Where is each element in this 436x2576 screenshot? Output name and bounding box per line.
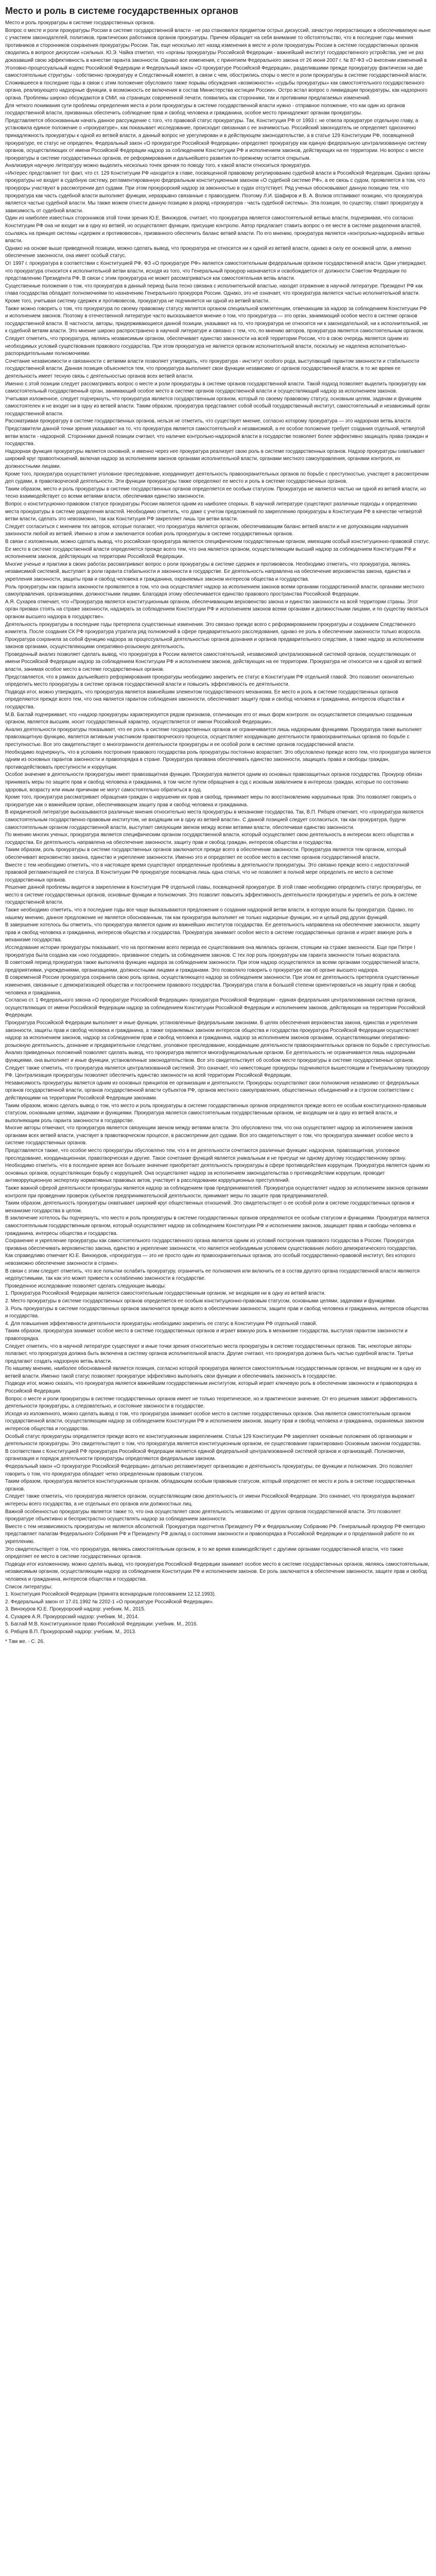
paragraph: Как справедливо отмечает Ю.Е. Винокуров, «прокуратура — это не просто один из правоохранительных органов, это особый государственно-правовой институт, без которого невозможно обеспечение законности в стране». — [5, 1253, 415, 1266]
paragraph: Однако на основе выше приведенной позиции, можно сделать вывод, что прокуратура не относится ни к одной из ветвей власти, однако в силу ее основной цели, а именно обеспечение законности, она имеет особый статус. — [5, 245, 411, 259]
paragraph: В завершение хотелось бы отметить, что прокуратура является одним из важнейших институтов государства. Ее деятельность направлена на обеспечение законности, защиту прав и свобод человека и гражданина, интересов общества и государства. Прокуратура занимает особое место в системе государственных органов и играет важную роль в механизме государства. — [5, 922, 420, 943]
paragraph: Согласно ст. 1 Федерального закона «О прокуратуре Российской Федерации» прокуратура Российской Федерации - единая федеральная централизованная система органов, осуществляющих от имени Российской Федерации надзор за соблюдением Конституции Российской Федерации и исполнением законов, действующих на территории Российской Федерации. — [5, 997, 426, 1019]
paragraph: Независимость прокуратуры является одним из основных принципов ее организации и деятельности. Прокуроры осуществляют свои полномочия независимо от федеральных органов государственной власти, органов государственной власти субъектов РФ, органов местного самоуправления, общественных объединений и в строгом соответствии с действующими на территории Российской Федерации законами. — [5, 1080, 419, 1101]
paragraph: Учитывая изложенное, следует подчеркнуть, что прокуратура является государственным органом, который по своему правовому статусу, основным целям, задачам и функциям самостоятелен и не входит ни в одну из ветвей власти. Таким образом, прокуратура представляет собой особый государственный институт, самостоятельный и независимый орган государственной власти. — [5, 396, 430, 417]
paragraph: Сочетание независимости и связанности с ветвями власти позволяет утверждать, что прокуратура - институт особого рода, выступающий гарантом законности и стабильности государственной власти. Данная позиция объясняется тем, что прокуратура выполняет свои функции независимо от органов государственной власти, в то же время ее деятельность имеет тесную связь с деятельностью органов всех ветвей власти. — [5, 358, 420, 379]
paragraph: Сохранение и укрепление прокуратуры как самостоятельного государственного органа является одним из условий построения правового государства в России. Прокуратура призвана обеспечивать верховенство закона, единство и укрепление законности, что является необходимым условием существования любого демократического государства. — [5, 1238, 417, 1251]
paragraph: Анализируя научную литературу можно выделить несколько точек зрения по поводу того, к какой власти относиться прокуратура. — [5, 163, 311, 169]
paragraph: Таким образом, роль прокуратуры в системе государственных органов заключается прежде всего в обеспечении законности. Прокуратура является тем органом, который обеспечивает верховенство закона, единство и укрепление законности. Именно это и определяет ее особое место в системе органов государственной власти. — [5, 847, 406, 860]
paragraph: Таким образом, прокуратура занимает особое место в системе государственных органов и играет важную роль в механизме государства, выступая гарантом законности и правопорядка. — [5, 1328, 408, 1342]
paragraph: В заключение хотелось бы подчеркнуть, что место и роль прокуратуры в системе государственных органов определяются ее особым статусом и функциями. Прокуратура является самостоятельным государственным органом, который осуществляет надзор за соблюдением Конституции РФ и исполнением законов, защищает права и свободы человека и гражданина, интересы общества и государства. — [5, 1215, 429, 1236]
paragraph: Необходимо отметить, что в последнее время все большее значение приобретает деятельность прокуратуры в сфере противодействия коррупции. Прокуратура является одним из основных органов, осуществляющих борьбу с коррупцией. Она осуществляет надзор за исполнением законодательства о противодействии коррупции, проводит антикоррупционную экспертизу нормативных правовых актов, участвует в расследовании коррупционных преступлений. — [5, 1163, 430, 1184]
paragraph: Таким образом, место и роль прокуратуры в системе государственных органов определяется ее особым статусом. Прокуратура не является частью ни одной из ветвей власти, но тесно взаимодействует со всеми ветвями власти, обеспечивая единство законности. — [5, 486, 426, 500]
paragraph: Также необходимо отметить, что в последние годы все чаще высказываются предложения о создании надзорной ветви власти, в которую вошла бы прокуратура. Однако, по нашему мнению, данное предложение не является обоснованным, так как прокуратура выполняет не только надзорные функции, но и целый ряд других функций. — [5, 907, 414, 921]
paragraph: «Интерес представляет тот факт, что ст. 129 Конституции РФ находится в главе, посвященной правовому регулированию судебной власти в Российской Федерации. Однако органы прокуратуры не входят в судебную систему, регламентированную федеральным конституционным законом «О судебной системе РФ», а ее связь с судом, проявляется в том, что прокуроры участвуют в рассмотрении дел судами. При этом прокурорский надзор за законностью в судах отсутствует. Ряд ученых обосновывают данную позицию тем, что прокуратура как часть судебной власти выполняет функции, неразрывно связанные с правосудием. Поэтому Л.И. Шафиров и В. А. Волков отстаивают позицию, что прокуратура является частью судебной власти. Мы также можем отнести данную позицию в разряд «прокуратура - часть судебной системы». Эта позиция, по существу, ставит прокуратуру в зависимость от судебной власти. — [5, 170, 430, 214]
paragraph: Таким образом, можно сделать вывод о том, что место и роль прокуратуры в системе государственных органов определяются прежде всего ее особым конституционно-правовым статусом, основными целями, задачами и функциями. Прокуратура является самостоятельным государственным органом, не входящим ни в одну из ветвей власти, и выполняющим роль гаранта законности в государстве. — [5, 1103, 426, 1124]
paragraph: 4. Сухарев А.Я. Прокурорский надзор: учебник. М., 2014. — [5, 1614, 139, 1620]
paragraph: Многие ученые и практики в своих работах рассматривают вопрос о роли прокуратуры в системе сдержек и противовесов. Необходимо отметить, что прокуратура, являясь независимой системой, выступает в роли гаранта стабильности и законности в государстве. Ее деятельность направлена на обеспечение верховенства закона, единства и укрепления законности, защиты прав и свобод человека и гражданина, охраняемых законом интересов общества и государства. — [5, 561, 411, 582]
paragraph: Исследование истории прокуратуры показывает, что на протяжении всего периода ее существования она являлась органом, стоящим на страже законности. Еще при Петре I прокуратура была создана как «око государево», призванное следить за соблюдением законов. С тех пор роль прокуратуры как гаранта законности только возрастала. — [5, 945, 415, 958]
paragraph: Для четкого понимания сути проблемы определения места и роли прокуратуры в системе государственной власти нужно - отправное положение, что как один из органов государственной власти, призванных обеспечить соблюдение прав и свобод человека и гражданина, особое место принадлежит органам прокуратуры. — [5, 103, 405, 116]
paragraph: 2. Место прокуратуры в системе государственных органов определяется ее особым конституционно-правовым статусом, основными целями, задачами и функциями. — [5, 1298, 396, 1304]
page-title: Место и роль в системе государственных органов — [5, 6, 238, 16]
paragraph: Федеральный закон «О прокуратуре Российской Федерации» детально регламентирует организацию и деятельность прокуратуры, ее функции и полномочия. Это позволяет говорить о том, что прокуратура обладает четко определенным правовым статусом. — [5, 1464, 413, 1477]
paragraph: 2. Федеральный закон от 17.01.1992 № 2202-1 «О прокуратуре Российской Федерации». — [5, 1599, 214, 1605]
paragraph: Также можно говорить о том, что прокуратура по своему правовому статусу является органом специальной компетенции, отвечающим за надзор за соблюдением Конституции РФ и исполнением законов. Поэтому в отечественной литературе часто высказывается мнение о том, что прокуратура — это орган, занимающий особое место в системе органов государственной власти. В частности, авторы, придерживающиеся данной позиции, указывают на то, что прокуратура не относится ни к законодательной, ни к исполнительной, ни к судебной ветвям власти. Это мнение широко распространено в научной литературе и связано с тем, что, по мнению авторов, прокуратура является самостоятельным органом. — [5, 306, 428, 334]
paragraph: Таким образом, деятельность прокуратуры охватывает широкий круг общественных отношений. Это свидетельствует о ее особой роли в системе государственных органов и механизме государства в целом. — [5, 1200, 414, 1214]
paragraph: Необходимо подчеркнуть, что в условиях построения правового государства роль прокуратуры постоянно возрастает. Это обусловлено прежде всего тем, что прокуратура является одним из основных гарантов законности и правопорядка в стране. Прокуратура призвана обеспечивать единство законности, защищать права и свободы граждан, противодействовать преступности и коррупции. — [5, 749, 431, 770]
paragraph: Именно с этой позиции следует рассматривать вопрос о месте и роли прокуратуры в системе органов государственной власти. Такой подход позволяет выделить прокуратуру как самостоятельный государственный орган, занимающий особое место в системе органов государственной власти и осуществляющий надзор за исполнением законов. — [5, 381, 426, 395]
paragraph: Проведенное исследование позволяет сделать следующие выводы: — [5, 1283, 166, 1289]
paragraph: Особый статус прокуратуры определяется прежде всего ее конституционным закреплением. Статья 129 Конституции РФ закрепляет основные положения об организации и деятельности прокуратуры. Это свидетельствует о том, что прокуратура является конституционным органом, ее существование гарантировано Основным законом государства. — [5, 1433, 421, 1447]
paragraph: Следует согласиться с мнением тех авторов, которые полагают, что прокуратура является органом, обеспечивающим баланс ветвей власти и не допускающим нарушения законности любой из ветвей. Именно в этом и заключается особая роль прокуратуры в системе государственных органов. — [5, 523, 408, 537]
paragraph: Подводя итог, можно сказать, что прокуратура является важнейшим государственным институтом, который играет ключевую роль в обеспечении законности и правопорядка в Российской Федерации. — [5, 1381, 417, 1395]
paragraph: Также важной сферой деятельности прокуратуры является надзор за соблюдением прав предпринимателей. Прокуратура осуществляет надзор за исполнением законов органами контроля при проведении проверок субъектов предпринимательской деятельности, принимает меры по защите прав предпринимателей. — [5, 1185, 428, 1199]
paragraph: Деятельность прокуратуры в последние годы претерпела существенные изменения. Это связано прежде всего с реформированием прокуратуры и созданием Следственного комитета. После создания СК РФ прокуратура утратила ряд полномочий в сфере предварительного расследования, однако ее роль в обеспечении законности только возросла. Прокуратура сохранила за собой функцию надзора за процессуальной деятельностью органов дознания и органов предварительного следствия, а также надзор за исполнением законов органами, осуществляющими оперативно-розыскную деятельность. — [5, 621, 424, 650]
paragraph: По нашему мнению, наиболее обоснованной является позиция, согласно которой прокуратура является самостоятельным государственным органом, не входящим ни в одну из ветвей власти. Именно такой статус позволяет прокуратуре эффективно выполнять свои функции и обеспечивать законность в государстве. — [5, 1366, 421, 1379]
paragraph: 3. Винокуров Ю.Е. Прокурорский надзор: учебник. М., 2015. — [5, 1606, 146, 1613]
paragraph: По мнению многих ученых, прокуратура является специфическим органом государственной власти, который осуществляет свою деятельность в интересах всего общества и государства. Ее деятельность направлена на обеспечение законности, защиту прав и свобод граждан, интересов общества и государства. — [5, 832, 414, 845]
paragraph: 4. Для повышения эффективности деятельности прокуратуры необходимо закрепить ее статус в Конституции РФ отдельной главой. — [5, 1320, 318, 1327]
paragraph: М.В. Баглай подчеркивает, что «надзор прокуратуры характеризуется рядом признаков, отличающих его от иных форм контроля: он осуществляется специально созданным органом, является высшим, носит государственный характер, осуществляется от имени Российской Федерации». — [5, 711, 412, 725]
paragraph: Проведенный анализ позволяет сделать вывод, что прокуратура в России является самостоятельной, независимой централизованной системой органов, осуществляющих от имени Российской Федерации надзор за соблюдением Конституции РФ и исполнением законов, действующих на ее территории. Прокуратура не относится ни к одной из ветвей власти, занимая особое место в системе государственных органов. — [5, 651, 422, 673]
paragraph: Вопрос о конституционно-правовом статусе прокуратуры России является одним из наиболее спорных. В научной литературе существуют различные подходы к определению места прокуратуры в системе разделения властей. Необходимо отметить, что даже с учетом предложений по закреплению прокуратуры в Конституции РФ в качестве четвертой ветви власти, сделать это невозможно, так как Конституция РФ закрепляет лишь три ветви власти. — [5, 501, 422, 522]
paragraph: Сложившееся в последние годы в связи с этим положение обусловило также порывы обсуждения «возможности» «судьбы прокуратуры» как самостоятельного государственного органа, реализующего надзорные функции, в возможность ее включения в состав Министерства юстиции России». Остро встал вопрос о ликвидации прокуратуры, как надзорного органа. Проблемы широко обсуждаются в СМИ, на страницах современной печати, появились как сторонники, так и противники предлагаемых изменений. — [5, 80, 428, 101]
paragraph: Подводя итог изложенному, можно сделать вывод, что прокуратура Российской Федерации занимает особое место в системе государственных органов, являясь самостоятельным, независимым органом, осуществляющим надзор за соблюдением Конституции РФ и исполнением законов. Ее роль заключается в обеспечении законности, защите прав и свобод человека и гражданина, интересов общества и государства. — [5, 1561, 429, 1582]
paragraph: Представляется также, что особое место прокуратуры обусловлено тем, что в ее деятельности сочетаются различные функции: надзорная, правозащитная, уголовное преследование, координационная, правотворческая и другие. Такое сочетание функций является уникальным и не присуще ни одному другому государственному органу. — [5, 1148, 406, 1161]
paragraph: От 1997 г. прокуратура в соответствии с Конституцией РФ, ФЗ «О прокуратуре РФ» является самостоятельным федеральным органом государственной власти. Одни утверждают, что прокуратура относится к исполнительной ветви власти, исходя из того, что Генеральный прокурор назначается и освобождается от должности Советом Федерации по представлению Президента РФ. В связи с этим прокуратура не может рассматриваться как самостоятельная ветвь власти. — [5, 261, 427, 282]
paragraph: Следует отметить, что в научной литературе существуют и иные точки зрения относительно места прокуратуры в системе государственных органов. Так, некоторые авторы полагают, что прокуратура должна быть включена в систему органов исполнительной власти. Другие считают, что прокуратура должна быть частью судебной власти. Третьи предлагают создать надзорную ветвь власти. — [5, 1343, 413, 1364]
paragraph: 1. Прокуратура Российской Федерации является самостоятельным государственным органом, не входящим ни в одну из ветвей власти. — [5, 1291, 326, 1297]
paragraph: Вопрос о месте и роли прокуратуры России в системе государственной власти - не раз становился предметом острых дискуссий, зачастую перерастающих в обеспечиваемую ныне с участием законодателей, политиков, практических работников органов прокуратуры. Причем обращает на себя внимание то обстоятельство, что в последние годы мнения противников и сторонников сохранения прокуратуры России. Так, еще несколько лет назад изменения в месте и роли прокуратуры России в системе государственных органов сводились в вопросе дискуссии «сильных. Ю.Э. Чайка отметил, что «органы прокуратуры Российской Федерации - важнейший институт государственного устройства, уже не раз доказавший свою эффективность в качестве гаранта законности. Однако все изменения, с принятием Федерального закона от 26 июня 2007 г. № 87-ФЗ «О внесении изменений в Уголовно-процессуальный кодекс Российской Федерации и Федеральный закон «О прокуратуре Российской Федерации», разделившими прежде прокуратуру фактически на две самостоятельные структуры - собственно прокуратуру и Следственный комитет, в связи с чем, обострились споры о месте и роли прокуратуры в системе государственной власти. — [5, 27, 431, 79]
paragraph: Таким образом, прокуратура является конституционным органом, обладающим особым правовым статусом, который определяет ее место и роль в системе государственных органов. — [5, 1479, 415, 1492]
paragraph: 1. Конституция Российской Федерации (принята всенародным голосованием 12.12.1993). — [5, 1591, 216, 1598]
paragraph: Вместе с тем независимость прокуратуры не является абсолютной. Прокуратура подотчетна Президенту РФ и Федеральному Собранию РФ. Генеральный прокурор РФ ежегодно представляет палатам Федерального Собрания РФ и Президенту РФ доклад о состоянии законности и правопорядка в Российской Федерации и о проделанной работе по их укреплению. — [5, 1523, 425, 1545]
paragraph: Исходя из изложенного, можно сделать вывод о том, что прокуратура занимает особое место в системе государственных органов. Она является самостоятельным органом государственной власти, осуществляющим надзор за соблюдением Конституции РФ и исполнением законов, защиту прав и свобод человека и гражданина, охраняемых законом интересов общества и государства. — [5, 1411, 424, 1432]
paragraph: Рассматривая прокуратуру в системе государственных органов, нельзя не отметить, что существует мнение, согласно которому прокуратура — это надзорная ветвь власти. Представители данной точки зрения указывают на то, что прокуратура является самостоятельной и независимой, а ее особое положение требует создания отдельной, четвертой ветви власти - надзорной. Сторонники данной позиции считают, что наличие контрольно-надзорной власти в государстве позволяет более эффективно защищать права граждан и государства. — [5, 418, 428, 447]
paragraph: В связи с изложенным, можно сделать вывод, что российская прокуратура является специфическим государственным органом, имеющим особый конституционно-правовой статус. Ее место в системе государственной власти определяется прежде всего тем, что она является органом, осуществляющим высший надзор за соблюдением Конституции РФ и исполнением законов, действующих на территории Российской Федерации. — [5, 538, 430, 560]
paragraph: 3. Роль прокуратуры в системе государственных органов заключается прежде всего в обеспечении законности, защите прав и свобод человека и гражданина, интересов общества и государства. — [5, 1306, 429, 1319]
paragraph: Надзорная функция прокуратуры является основной, и именно через нее прокуратура реализует свою роль в системе государственных органов. Надзор прокуратуры охватывает широкий круг правоотношений, включая надзор за исполнением законов органами исполнительной власти, органами местного самоуправления, органами контроля, их должностными лицами. — [5, 448, 425, 470]
paragraph: В современной России прокуратура сохранила свою роль органа, осуществляющего надзор за соблюдением законности. При этом ее деятельность претерпела существенные изменения, связанные с демократизацией общества и построением правового государства. Прокуратура стала в большей степени ориентироваться на защиту прав и свобод человека и гражданина. — [5, 975, 419, 996]
paragraph: Прокуратура Российской Федерации выполняет и иные функции, установленные федеральными законами. В целях обеспечения верховенства закона, единства и укрепления законности, защиты прав и свобод человека и гражданина, а также охраняемых законом интересов общества и государства прокуратура Российской Федерации осуществляет надзор за исполнением законов, надзор за соблюдением прав и свобод человека и гражданина, надзор за исполнением законов органами, осуществляющими оперативно-розыскную деятельность, дознание и предварительное следствие, уголовное преследование, координацию деятельности правоохранительных органов по борьбе с преступностью. — [5, 1020, 431, 1048]
paragraph: В соответствии с Конституцией РФ прокуратура Российской Федерации является единой федеральной централизованной системой органов и организаций. Полномочия, организация и порядок деятельности прокуратуры определяются федеральным законом. — [5, 1448, 405, 1462]
paragraph: Подводя итог, можно утверждать, что прокуратура является важнейшим элементом государственного механизма. Ее место и роль в системе государственных органов определяются прежде всего тем, что она является гарантом соблюдения законности, обеспечивает защиту прав и свобод человека и гражданина, интересов общества и государства. — [5, 689, 405, 710]
paragraph: Вместе с тем необходимо отметить, что в настоящее время существуют определенные проблемы в деятельности прокуратуры. Это связано прежде всего с недостаточной правовой регламентацией ее статуса. В Конституции РФ прокуратуре посвящена лишь одна статья, что не позволяет в полной мере определить ее место в системе государственных органов. — [5, 862, 409, 883]
paragraph: Вопрос о месте и роли прокуратуры в системе государственных органов имеет не только теоретическое, но и практическое значение. От его решения зависит эффективность деятельности прокуратуры, а следовательно, и состояние законности в государстве. — [5, 1396, 417, 1410]
paragraph: Анализ деятельности прокуратуры показывает, что ее роль в системе государственных органов не ограничивается лишь надзорными функциями. Прокуратура также выполняет правозащитную функцию, является активным участником правотворческого процесса, осуществляет координацию деятельности правоохранительных органов по борьбе с преступностью. Все это свидетельствует о многогранности деятельности прокуратуры и ее особой роли в системе органов государственной власти. — [5, 726, 422, 748]
paragraph: Особое значение в деятельности прокуратуры имеет правозащитная функция. Прокуратура является одним из основных правозащитных органов государства. Прокурор обязан принимать меры по защите прав и свобод человека и гражданина, в том числе путем обращения в суд с исковым заявлением в интересах граждан, которые по состоянию здоровья, возрасту или иным причинам не могут самостоятельно обратиться в суд. — [5, 772, 422, 793]
paragraph: В связи с этим следует отметить, что все попытки ослабить прокуратуру, ограничить ее полномочия или включить ее в состав другого органа государственной власти являются недопустимыми, так как это может привести к ослаблению законности в государстве. — [5, 1268, 420, 1282]
paragraph: 6. Рябцев В.П. Прокурорский надзор: учебник. М., 2013. — [5, 1629, 136, 1635]
paragraph: Место и роль прокуратуры в системе государственных органов. — [5, 20, 155, 26]
paragraph: Один из наиболее известных сторонников этой точки зрения Ю.Е. Винокуров, считает, что прокуратура является самостоятельной ветвью власти, подчеркивая, что согласно Конституции РФ она не входит ни в одну из ветвей, но осуществляет функции, присущие контролю. Автор предлагает ставить вопрос о ее месте в системе разделения властей, ссылаясь на принцип системы «сдержек и противовесов», призванного обеспечить баланс ветвей власти. По его мнению, прокуратура является «контрольно-надзорной» ветвью власти. — [5, 215, 425, 244]
paragraph: Анализ приведенных положений позволяет сделать вывод, что прокуратура является многофункциональным органом. Ее деятельность не ограничивается лишь надзорными функциями, она выполняет и иные функции, установленные законодательством. Все это свидетельствует об особом месте прокуратуры в системе государственных органов. — [5, 1050, 415, 1063]
footnote: * Там же. - С. 26. — [5, 1638, 45, 1645]
paragraph: В юридической литературе высказываются различные мнения относительно места прокуратуры в механизме государства. Так, В.П. Рябцев отмечает, что «прокуратура является самостоятельным государственно-правовым институтом, не входящим ни в одну из ветвей власти». С данной позицией следует согласиться, так как прокуратура, будучи самостоятельным органом государственной власти, выступает связующим звеном между всеми ветвями власти, обеспечивая единство законности. — [5, 809, 424, 831]
paragraph: Существенные положения о том, что прокуратура в данный период была тесно связана с исполнительной властью, находят отражение в научной литературе. Президент РФ как глава государства обладает полномочиями по назначению Генерального прокурора России. Однако, это не означает, что прокуратура является частью исполнительной власти. Кроме того, учитывая систему сдержек и противовесов, прокуратура не подчиняется ни одной из ветвей власти. — [5, 283, 423, 304]
paragraph: Важной особенностью прокуратуры является также то, что она осуществляет свою деятельность независимо от других органов государственной власти. Это позволяет прокуратуре объективно и беспристрастно осуществлять надзор за соблюдением законности. — [5, 1509, 401, 1522]
paragraph: Представляется, что в рамках дальнейшего реформирования прокуратуры необходимо закрепить ее статус в Конституции РФ отдельной главой. Это позволит окончательно определить место прокуратуры в системе органов государственной власти и повысить эффективность ее деятельности. — [5, 674, 414, 688]
paragraph: Следует отметить, что прокуратура, являясь независимым органом, обеспечивает единство законности на всей территории России, что в свою очередь является одним из необходимых условий существования правового государства. При этом прокуратура не является органом исполнительной власти, поскольку не наделена исполнительно-распорядительными полномочиями. — [5, 335, 409, 357]
paragraph: Роль прокуратуры как гаранта законности проявляется в том, что она осуществляет надзор за исполнением законов всеми органами государственной власти, органами местного самоуправления, организациями, должностными лицами. Благодаря этому обеспечивается единство правового пространства Российской Федерации. — [5, 584, 425, 598]
paragraph: Решение данной проблемы видится в закреплении в Конституции РФ отдельной главы, посвященной прокуратуре. В этой главе необходимо определить статус прокуратуры, ее место в системе государственных органов, основные функции и полномочия. Это позволит повысить эффективность деятельности прокуратуры и укрепить ее роль в системе государственной власти. — [5, 885, 422, 906]
article-body — [5, 20, 431, 1636]
paragraph: Кроме того, прокуратура осуществляет уголовное преследование, координирует деятельность правоохранительных органов по борьбе с преступностью, участвует в рассмотрении дел судами, в правотворческой деятельности. Эти функции прокуратуры также определяют ее место и роль в системе государственных органов. — [5, 471, 429, 485]
paragraph: Список литературы: — [5, 1584, 53, 1590]
paragraph: Представляется обоснованным начать данное рассуждение с того, что правовой статус прокуратуры. Так, Конституция РФ от 1993 г. не отвела прокуратуре отдельную главу, а установила единое положение о «прокуратуре», как показывает исследование, происходит связанная с ее значимостью. Российский законодатель не определяет однозначно принадлежность прокуратуры к одной из ветвей власти, а данный вопрос не урегулирован и в действующем законодательстве, а в статье 129 Конституции РФ, посвященной прокуратуре, ее статус не определен. Федеральный закон «О прокуратуре Российской Федерации» определяет прокуратуру как единую федеральную централизованную систему органов, осуществляющих от имени Российской Федерации надзор за соблюдением Конституции РФ и исполнением законов, действующих на ее территории. Но вопрос о месте прокуратуры в системе государственных органов, ее реформирования и дальнейшего развития по-прежнему остается открытым. — [5, 117, 427, 161]
paragraph: 5. Баглай М.В. Конституционное право Российской Федерации: учебник. М., 2016. — [5, 1621, 198, 1628]
paragraph: Следует также отметить, что прокуратура является органом, осуществляющим свою деятельность от имени Российской Федерации. Это означает, что прокуратура выражает интересы всего государства, а не отдельных его органов или должностных лиц. — [5, 1494, 415, 1507]
paragraph: Многие авторы отмечают, что прокуратура является связующим звеном между ветвями власти. Это обусловлено тем, что она осуществляет надзор за исполнением законов органами всех ветвей власти, участвует в правотворческом процессе, в рассмотрении дел судами. Все это свидетельствует о том, что прокуратура занимает особое место в системе государственных органов. — [5, 1125, 413, 1146]
paragraph: Это свидетельствует о том, что прокуратура, являясь самостоятельным органом, в то же время взаимодействует с другими органами государственной власти, что также определяет ее место в системе государственных органов. — [5, 1546, 404, 1560]
paragraph: Следует также отметить, что прокуратура является централизованной системой. Это означает, что нижестоящие прокуроры подчиняются вышестоящим и Генеральному прокурору РФ. Централизация прокуратуры позволяет обеспечить единство законности на всей территории Российской Федерации. — [5, 1065, 430, 1079]
paragraph: В советский период прокуратура также выполняла функцию надзора за соблюдением законности. При этом надзор осуществлялся за всеми органами государственной власти, предприятиями, учреждениями, организациями, должностными лицами и гражданами. Это позволяло говорить о прокуратуре как об органе высшего надзора. — [5, 960, 420, 973]
paragraph: Кроме того, прокуратура рассматривает обращения граждан о нарушении их прав и свобод, принимает меры по восстановлению нарушенных прав. Это позволяет говорить о прокуратуре как о важнейшем органе, обеспечивающем защиту прав и свобод человека и гражданина. — [5, 794, 416, 808]
paragraph: А.Я. Сухарев отмечает, что «Прокуратура является конституционным органом, обеспечивающим верховенство закона и единство законности на всей территории страны. Этот орган призван стоять на страже законности, надзирать за соблюдением Конституции РФ и исполнением законов всеми органами и должностными лицами, и по существу являться органом высшего надзора в государстве». — [5, 599, 428, 620]
